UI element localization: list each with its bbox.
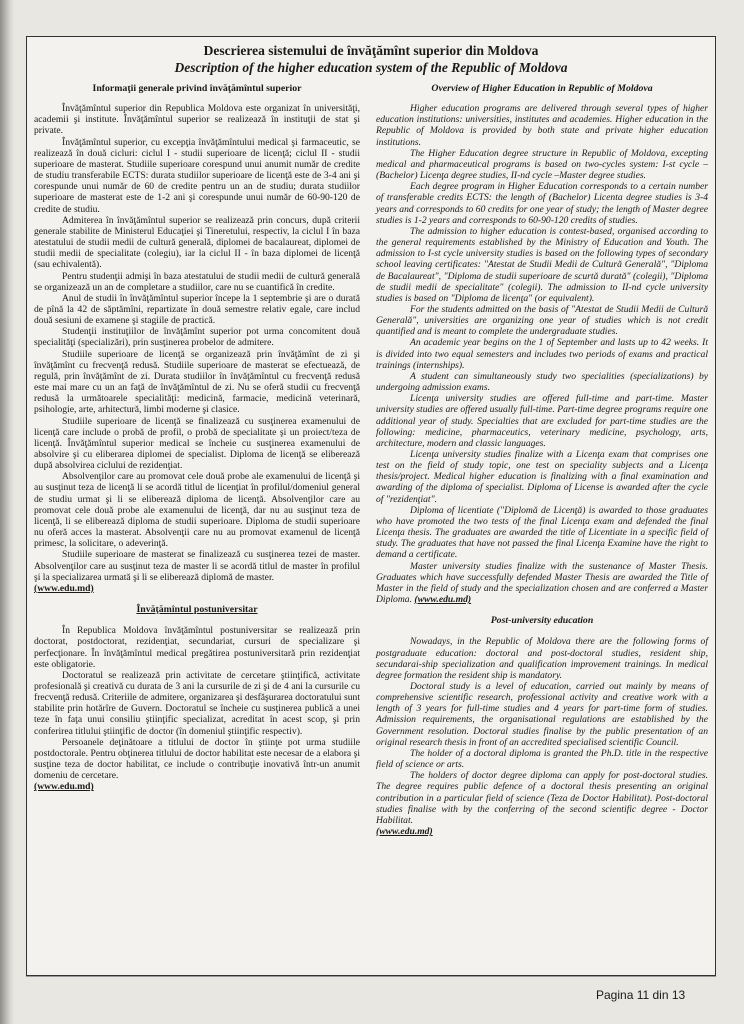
left-paragraph: În Republica Moldova învăţămîntul postuniversitar se realizează prin doctorat, postdoctorat, rezidenţiat, secundariat, cursuri de specializare şi perfecţionare. În învăţămîntul medical pregătirea postuniversitară prin rezidenţiat este obligatorie.: [34, 625, 360, 670]
right-paragraph: Licenţa university studies are offered full-time and part-time. Master university studies are offered usually full-time. Part-time degree programs require one additional year of study. Specialties that are excluded for part-time studies are the following: medicine, pharmaceutics, veterinary medicine, psychology, arts, architecture, modern and classic languages.: [376, 393, 708, 449]
right-paragraph: Doctoral study is a level of education, carried out mainly by means of comprehensive scientific research, professional activity and creative work with a length of 3 years for full-time studies and 4 years for part-time form of studies. Admission requirements, the organisational regulations are established by the Government resolution. Doctoral studies finalise by the public presentation of an original research thesis in front of an accredited specialised scientific Council.: [376, 680, 708, 748]
title-block: [27, 37, 715, 76]
right-paragraph: The holders of doctor degree diploma can apply for post-doctoral studies. The degree requires public defence of a doctoral thesis presenting an original contribution in a particular field of science (Teza de Doctor Habilitat). Post-doctoral studies finalise with by the conferring of the second scientific degree - Doctor Habilitat.: [376, 770, 708, 826]
left-paragraph: Studenţii instituţiilor de învăţămînt superior pot urma concomitent două specialităţi (specializări), prin susţinerea probelor de admitere.: [34, 326, 360, 349]
left-heading-general: Informaţii generale privind învăţămîntul superior: [92, 83, 302, 94]
left-heading-postuniversity: Învăţămîntul postuniversitar: [136, 604, 258, 616]
left-paragraph: Anul de studii în învăţămîntul superior începe la 1 septembrie şi are o durată de pînă la 42 de săptămîni, repartizate în două semestre relativ egale, care includ două sesiuni de examene şi stagiile de practică.: [34, 292, 360, 327]
title-english: Description of the higher education system of the Republic of Moldova: [174, 60, 568, 75]
right-heading-overview: Overview of Higher Education in Republic of Moldova: [431, 83, 653, 94]
right-paragraph: The holder of a doctoral diploma is granted the Ph.D. title in the respective field of science or arts.: [376, 747, 708, 771]
right-edu-link-2[interactable]: (www.edu.md): [376, 826, 433, 837]
right-paragraph: An academic year begins on the 1 of September and lasts up to 42 weeks. It is divided into two equal semesters and includes two periods of exams and practical trainings (internships).: [376, 337, 708, 371]
two-column-body: [34, 81, 708, 837]
left-edu-link-2[interactable]: (www.edu.md): [34, 781, 94, 793]
right-paragraph: Nowadays, in the Republic of Moldova there are the following forms of postgraduate education: doctoral and post-doctoral studies, resident ship, secundarai-ship specialization and qualification improvement trainings. In medical degree formation the resident ship is mandatory.: [376, 636, 708, 681]
right-paragraph: Licenţa university studies finalize with a Licenţa exam that comprises one test on the field of study topic, one test on speciality subjects and a Licenţa thesis/project. Medical higher education is finalizing with a final examination and awarding of the diploma of specialist. Diploma of License is awarded after the cycle of "rezidenţiat".: [376, 449, 708, 505]
left-paragraph: Învăţămîntul superior, cu excepţia învăţămîntului medical şi farmaceutic, se realizează în două cicluri: ciclul I - studii superioare de licenţă; ciclul II - studii superioare de masterat. Studiile superioare corespund unui anumit număr de credite de studiu transferabile ECTS: durata studiilor superioare de licenţă este de 3-4 ani şi corespunde unui număr de 60 de credite pentru un an de studiu; durata studiilor superioare de masterat este de 1-2 ani şi corespunde unui număr de 60-90-120 de credite de studiu.: [34, 136, 360, 215]
left-paragraph: Pentru studenţii admişi în baza atestatului de studii medii de cultură generală se organizează un an de completare a studiilor, care nu se cuantifică în credite.: [34, 270, 360, 293]
right-paragraph: The Higher Education degree structure in Republic of Moldova, excepting medical and pharmaceutical programs is based on two-cycles system: I-st cycle – (Bachelor) Licenţa degree studies, II-nd cycle –Master degree studies.: [376, 147, 708, 182]
right-paragraph: [376, 561, 708, 606]
right-paragraph-text: Master university studies finalize with the sustenance of Master Thesis. Graduates which have successfully defended Master Thesis are awarded the Title of Master in the field of study and the specialization chosen and are conferred a Master Diploma.: [376, 560, 708, 606]
scan-edge-shadow: [0, 0, 14, 1024]
document-page: [26, 36, 716, 976]
right-paragraph: Diploma of licentiate ("Diplomă de Licenţă) is awarded to those graduates who have promoted the two tests of the final Licenţa exam and defended the final Licenţa thesis. The graduates are awarded the title of Licentiate in a specific field of study. The graduates that have not passed the final Licenţa Examine have the right to demand a certificate.: [376, 504, 708, 561]
left-edu-link[interactable]: (www.edu.md): [34, 582, 94, 594]
left-paragraph: Doctoratul se realizează prin activitate de cercetare ştiinţifică, activitate profesională şi creativă cu durata de 3 ani la cursurile de zi şi de 4 ani la cursurile cu frecvenţă redusă. Criteriile de admitere, organizarea şi desfăşurarea doctoratului sunt stabilite prin hotărîre de Guvern. Doctoratul se încheie cu susţinerea publică a unei teze în faţa unui consiliu ştiinţific specializat, acreditat în acest scop, şi prin conferirea titlului ştiinţific de doctor (în domeniul ştiinţific respectiv).: [34, 669, 360, 737]
left-paragraph: Studiile superioare de masterat se finalizează cu susţinerea tezei de master. Absolvenţilor care au susţinut teza de master li se acordă titlul de master în profilul şi la specializarea urmată şi li se eliberează diplomă de master.: [34, 549, 360, 583]
right-paragraph: For the students admitted on the basis of "Atestat de Studii Medii de Cultură Generală", universities are organizing one year of studies which is not credit quantified and is meant to complete the undergraduate studies.: [376, 303, 708, 338]
right-edu-link[interactable]: (www.edu.md): [414, 594, 472, 606]
left-paragraph: Absolvenţilor care au promovat cele două probe ale examenului de licenţă şi au susţinut teza de licenţă li se acordă titlul de licenţiat în profilul/domeniul general de studiu urmat şi li se eliberează diploma de licenţă. Absolvenţilor care au promovat cele două probe ale examenului de licenţă, dar nu au susţinut teza de licenţă, li se eliberează diploma de studii superioare. Diploma de studii superioare nu oferă acces la masterat. Absolvenţii care nu au promovat examenul de licenţă primesc, la solicitare, o adeverinţă.: [34, 471, 360, 550]
right-paragraph: Each degree program in Higher Education corresponds to a certain number of transferable credits ECTS: the length of (Bachelor) Licenta degree studies is 3-4 years and corresponds to 60 credits for one year of study; the length of Master degree studies is 1-2 years and corresponds to 60-90-120 credits of studies.: [376, 181, 708, 226]
left-paragraph: Admiterea în învăţămîntul superior se realizează prin concurs, după criterii generale stabilite de Ministerul Educaţiei şi Tineretului, respectiv, la ciclul I în baza atestatului de studii medii de cultură generală, diplomei de bacalaureat, diplomei de studii medii de specialitate (colegiu), iar la ciclul II - în baza diplomei de licenţă (sau echivalentă).: [34, 214, 360, 271]
right-paragraph: The admission to higher education is contest-based, organised according to the general requirements established by the Ministry of Education and Youth. The admission to I-st cycle university studies is based on the following types of secondary school leaving certificates: "Atestat de Studii Medii de Cultură Generală", "Diploma de Bacalaureat", "Diploma de studii superioare de scurtă durată" (colegii), "Diploma de studii medii de specialitate" (colegii). The admission to II-nd cycle university studies is based on "Diploma de licenţa" (or equivalent).: [376, 225, 708, 304]
left-paragraph: Studiile superioare de licenţă se finalizează cu susţinerea examenului de licenţă care include o probă de profil, o probă de specialitate şi un proiect/teza de licenţă. Învăţămîntul superior medical se încheie cu susţinerea examenului de absolvire şi cu eliberarea diplomei de specialist. Diploma de licenţă se eliberează după absolvirea ciclului de rezidenţiat.: [34, 415, 360, 472]
bottom-divider: [26, 976, 716, 977]
left-paragraph: Învăţămîntul superior din Republica Moldova este organizat în universităţi, academii şi institute. Învăţămîntul superior se realizează în instituţii de stat şi private.: [34, 103, 360, 137]
right-column-english: [376, 81, 708, 837]
right-paragraph: A student can simultaneously study two specialities (specializations) by undergoing admission exams.: [376, 370, 708, 394]
left-paragraph: Studiile superioare de licenţă se organizează prin învăţămînt de zi şi învăţămînt cu frecvenţă redusă. Studiile superioare de masterat se efectuează, de regulă, prin învăţămînt de zi. Durata studiilor în învăţămîntul cu frecvenţă redusă este mai mare cu un an faţă de învăţămîntul de zi. Nu se oferă studii cu frecvenţă redusă la următoarele specialităţi: medicină, farmacie, medicină veterinară, psihologie, arte, arhitectură, limbi moderne şi clasice.: [34, 348, 360, 416]
page-number: Pagina 11 din 13: [596, 988, 686, 1002]
title-romanian: Descrierea sistemului de învăţămînt superior din Moldova: [203, 43, 539, 58]
right-heading-postuniversity: Post-university education: [490, 615, 594, 627]
left-column-romanian: [34, 81, 360, 837]
left-paragraph: Persoanele deţinătoare a titlului de doctor în ştiinţe pot urma studiile postdoctorale. Pentru obţinerea titlului de doctor habilitat este necesar de a elabora şi susţine teza de doctor habilitat, ce include o contribuţie inovativă într-un anumit domeniu de cercetare.: [34, 736, 360, 782]
right-paragraph: Higher education programs are delivered through several types of higher education institutions: universities, institutes and academies. Higher education in the Republic of Moldova is provided by both state and private higher education institutions.: [376, 103, 708, 148]
